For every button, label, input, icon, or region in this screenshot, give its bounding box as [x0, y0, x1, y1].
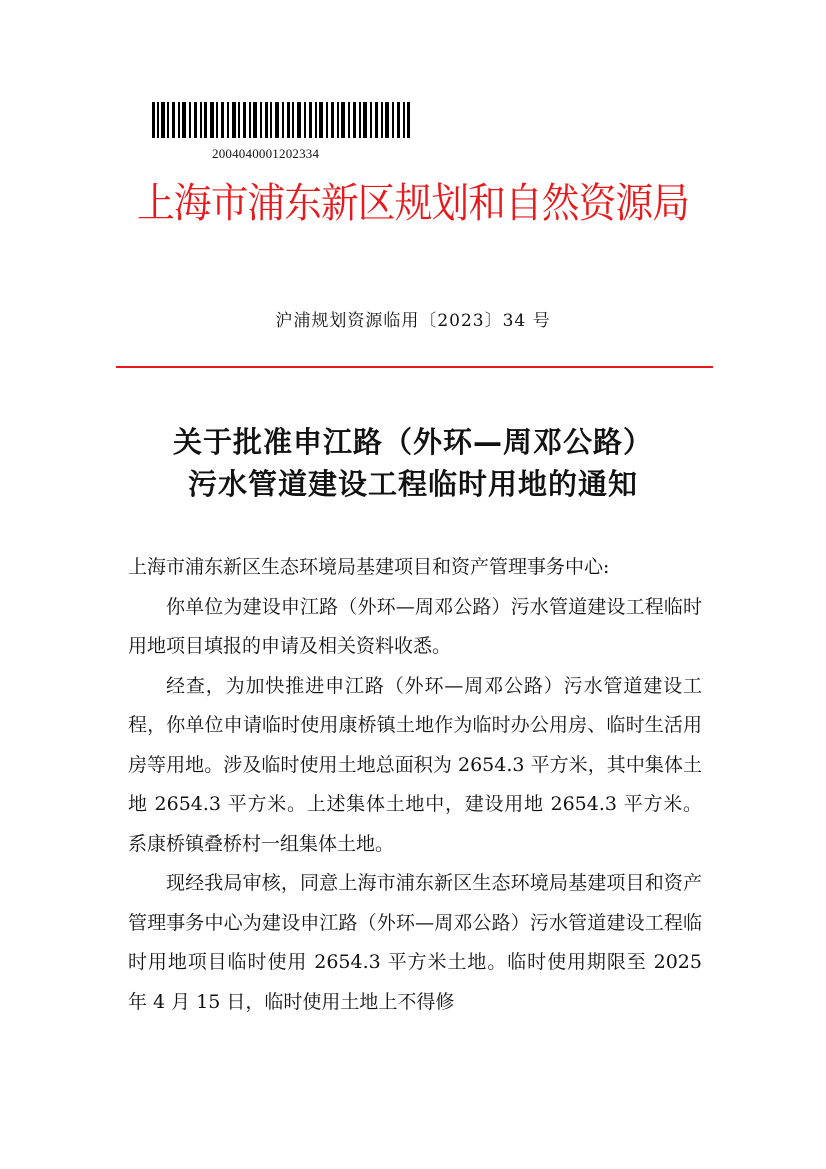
body-paragraph-3: 现经我局审核，同意上海市浦东新区生态环境局基建项目和资产管理事务中心为建设申江路（外环—周邓公路）污水管道建设工程临时用地项目临时使用 2654.3 平方米土地。临时使用期限至 2025 年 4 月 15 日，临时使用土地上不得修	[128, 872, 702, 1013]
red-divider	[116, 366, 713, 368]
notice-title-line-2: 污水管道建设工程临时用地的通知	[187, 467, 638, 501]
barcode-number: 2004040001202334	[212, 146, 320, 161]
notice-title-line-1: 关于批准申江路（外环—周邓公路）	[172, 425, 653, 459]
agency-name: 上海市浦东新区规划和自然资源局	[136, 179, 689, 227]
notice-body	[128, 548, 702, 1022]
document-number: 沪浦规划资源临用〔2023〕34 号	[275, 311, 551, 331]
body-paragraph-1: 你单位为建设申江路（外环—周邓公路）污水管道建设工程临时用地项目填报的申请及相关资料收悉。	[128, 595, 702, 657]
body-paragraph-2: 经查，为加快推进申江路（外环—周邓公路）污水管道建设工程，你单位申请临时使用康桥镇土地作为临时办公用房、临时生活用房等用地。涉及临时使用土地总面积为 2654.3 平方米，其中集体土地 2654.3 平方米。上述集体土地中，建设用地 2654.3 平方米。系康桥镇叠桥村一组集体土地。	[128, 674, 702, 855]
addressee: 上海市浦东新区生态环境局基建项目和资产管理事务中心:	[128, 556, 610, 578]
barcode	[152, 102, 410, 138]
